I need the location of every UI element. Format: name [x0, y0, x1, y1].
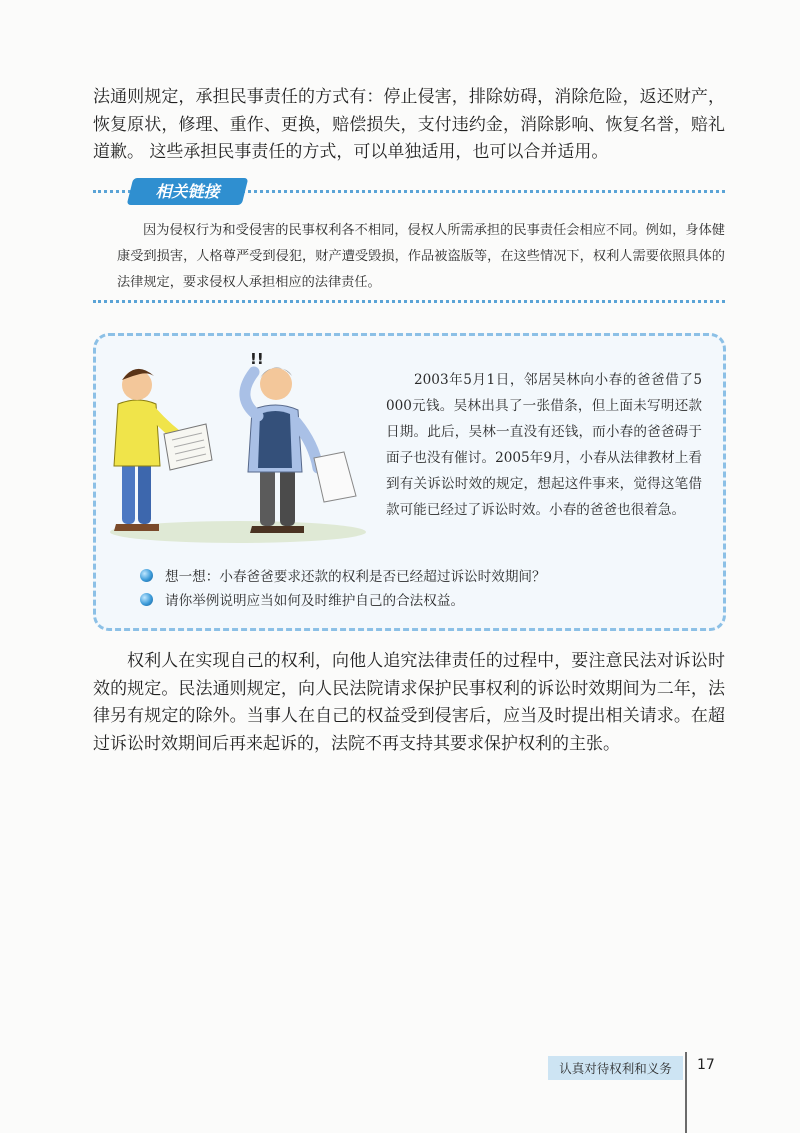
paper-note: [314, 452, 356, 502]
related-link-text: 因为侵权行为和受侵害的民事权利各不相同，侵权人所需承担的民事责任会相应不同。例如，身体健康受到损害，人格尊严受到侵犯，财产遭受毁损，作品被盗版等，在这些情况下，权利人需要依照具体的法律规定，要求侵权人承担相应的法律责任。: [117, 223, 725, 290]
related-link-bottom-divider: [93, 300, 725, 303]
question-item: [140, 588, 464, 610]
question-text: 想一想：小春爸爸要求还款的权利是否已经超过诉讼时效期间？: [165, 569, 546, 585]
footer-section-tab: [548, 1056, 683, 1080]
main-paragraph: 权利人在实现自己的权利，向他人追究法律责任的过程中，要注意民法对诉讼时效的规定。民法通则规定，向人民法院请求保护民事权利的诉讼时效期间为二年，法律另有规定的除外。当事人在自己的权益受到侵害后，应当及时提出相关请求。在超过诉讼时效期间后再来起诉的，法院不再支持其要求保护权利的主张。: [93, 651, 725, 754]
question-text: 请你举例说明应当如何及时维护自己的合法权益。: [165, 593, 465, 609]
intro-paragraph: 法通则规定，承担民事责任的方式有：停止侵害，排除妨碍，消除危险，返还财产，恢复原状，修理、重作、更换，赔偿损失，支付违约金，消除影响、恢复名誉，赔礼道歉。 这些承担民事责任的方式，可以单独适用，也可以合并适用。: [93, 87, 725, 162]
bullet-icon: [140, 593, 153, 606]
footer-section-title: 认真对待权利和义务: [559, 1061, 672, 1076]
question-item: [140, 564, 546, 586]
case-illustration: [100, 350, 375, 550]
related-link-title-badge: [127, 178, 249, 205]
older-man-figure: [245, 350, 318, 533]
svg-text:!!: !!: [250, 350, 264, 368]
page-number: 17: [697, 1057, 715, 1073]
bullet-icon: [140, 569, 153, 582]
related-link-title: 相关链接: [155, 182, 220, 201]
case-story-text: 2003年5月1日，邻居吴林向小春的爸爸借了5 000元钱。吴林出具了一张借条，但上面未写明还款日期。此后，吴林一直没有还钱，而小春的爸爸碍于面子也没有催讨。2005年9月，小春从法律教材上看到有关诉讼时效的规定，想起这件事来，觉得这笔借款可能已经过了诉讼时效。小春的爸爸也很着急。: [386, 372, 702, 518]
footer-vertical-rule: [685, 1052, 687, 1133]
